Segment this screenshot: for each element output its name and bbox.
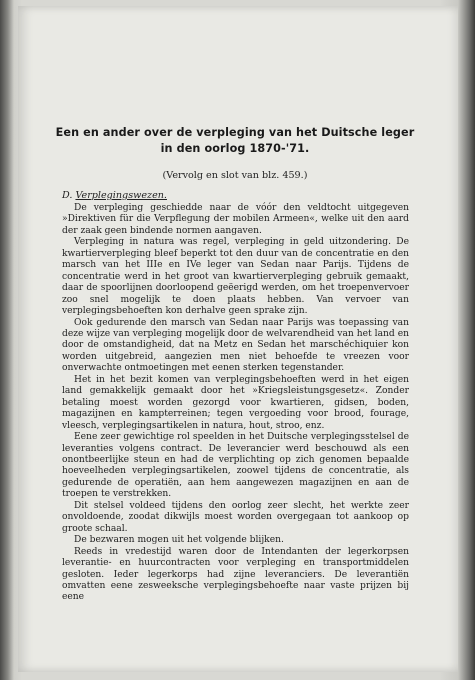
section-heading <box>62 190 167 201</box>
article-title-line-1: Een en ander over de verpleging van het Duitsche leger <box>55 126 415 139</box>
section-letter: D. <box>62 190 73 201</box>
continuation-note: (Vervolg en slot van blz. 459.) <box>162 170 308 181</box>
paragraph-6: Dit stelsel voldeed tijdens den oorlog zeer slecht, het werkte zeer onvoldoende, zoodat dikwijls moest worden overgegaan tot aankoop op groote schaal. <box>62 500 409 534</box>
paragraph-2: Verpleging in natura was regel, verpleging in geld uitzondering. De kwartierverpleging bleef beperkt tot den duur van de concentratie en den marsch van het IIIe en IVe leger van Sedan naar Parijs. Tijdens de concentratie werd in het groot van kwartierverpleging gebruik gemaakt, daar de spoorlijnen doorloopend geëerigd werden, om het troepenvervoer zoo snel mogelijk te doen plaats hebben. Van vervoer van verplegingsbehoeften kon derhalve geen sprake zijn. <box>62 237 409 317</box>
article-title-line-2: in den oorlog 1870-'71. <box>160 142 310 155</box>
paragraph-8: Reeds in vredestijd waren door de Intendanten der legerkorpsen leverantie- en huurcontracten voor verpleging en transportmiddelen gesloten. Ieder legerkorps had zijne leveranciers. De leverantiën omvatten eene zesweeksche verplegingsbehoefte naar vaste prijzen bij eene <box>62 546 409 603</box>
section-title: Verplegingswezen. <box>75 190 167 201</box>
paragraph-7: De bezwaren mogen uit het volgende blijken. <box>74 535 284 546</box>
paragraph-5: Eene zeer gewichtige rol speelden in het Duitsche verplegingsstelsel de leveranties volgens contract. De leverancier werd beschouwd als een onontbeerlijke steun en had de verplichting op zich genomen bepaalde hoeveelheden verplegingsartikelen, zoowel tijdens de concentratie, als gedurende de operatiën, aan hem aangewezen magazijnen en aan de troepen te verstrekken. <box>62 432 409 500</box>
paragraph-4: Het in het bezit komen van verplegingsbehoeften werd in het eigen land gemakkelijk gemaakt door het »Kriegsleistungsgesetz«. Zonder betaling moest worden gezorgd voor kwartieren, gidsen, boden, magazijnen en kampterreinen; tegen vergoeding voor brood, fourage, vleesch, verplegingsartikelen in natura, hout, stroo, enz. <box>62 374 409 431</box>
article-body <box>62 203 409 604</box>
paragraph-3: Ook gedurende den marsch van Sedan naar Parijs was toepassing van deze wijze van verpleging mogelijk door de welvarendheid van het land en door de omstandigheid, dat na Metz en Sedan het marschéchiquier kon worden uitgebreid, aangezien men niet behoefde te vreezen voor onverwachte ontmoetingen met eenen sterken tegenstander. <box>62 317 409 374</box>
paragraph-1: De verpleging geschiedde naar de vóór den veldtocht uitgegeven »Direktiven für die Verpflegung der mobilen Armeen«, welke uit den aard der zaak geen bindende normen aangaven. <box>62 203 409 236</box>
